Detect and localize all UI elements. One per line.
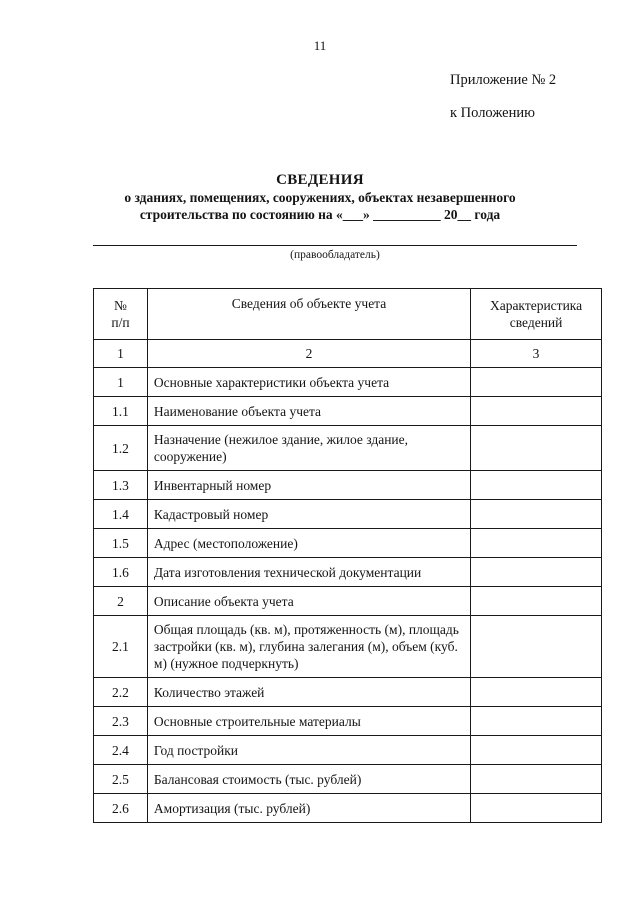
- appendix-reference: к Положению: [450, 105, 535, 121]
- table-row: [94, 765, 602, 794]
- row-number: 2: [94, 587, 148, 616]
- page-number: 11: [313, 38, 327, 53]
- row-number: 2.4: [94, 736, 148, 765]
- header-characteristic: Характеристика сведений: [471, 289, 602, 340]
- table-row: [94, 500, 602, 529]
- row-value-cell[interactable]: [471, 736, 602, 765]
- column-number-3: 3: [471, 340, 602, 368]
- table-row: [94, 587, 602, 616]
- row-value-cell[interactable]: [471, 616, 602, 678]
- row-description: Количество этажей: [147, 678, 470, 707]
- row-number: 2.1: [94, 616, 148, 678]
- row-description: Балансовая стоимость (тыс. рублей): [147, 765, 470, 794]
- row-number: 1.6: [94, 558, 148, 587]
- table-row: [94, 368, 602, 397]
- row-description: Кадастровый номер: [147, 500, 470, 529]
- row-number: 2.6: [94, 794, 148, 823]
- row-number: 1.2: [94, 426, 148, 471]
- header-object-info: Сведения об объекте учета: [147, 289, 470, 340]
- table-row: [94, 558, 602, 587]
- row-number: 1.4: [94, 500, 148, 529]
- row-value-cell[interactable]: [471, 587, 602, 616]
- title-subject: о зданиях, помещениях, сооружениях, объектах незавершенного: [124, 190, 516, 205]
- row-description: Назначение (нежилое здание, жилое здание, сооружение): [147, 426, 470, 471]
- row-value-cell[interactable]: [471, 707, 602, 736]
- records-table: [93, 288, 602, 823]
- row-number: 2.5: [94, 765, 148, 794]
- column-number-1: 1: [94, 340, 148, 368]
- row-description: Амортизация (тыс. рублей): [147, 794, 470, 823]
- row-value-cell[interactable]: [471, 426, 602, 471]
- table-row: [94, 794, 602, 823]
- row-description: Наименование объекта учета: [147, 397, 470, 426]
- table-row: [94, 616, 602, 678]
- row-description: Дата изготовления технической документации: [147, 558, 470, 587]
- document-title: [60, 172, 580, 223]
- table-row: [94, 426, 602, 471]
- row-value-cell[interactable]: [471, 765, 602, 794]
- column-numbers-row: [94, 340, 602, 368]
- row-value-cell[interactable]: [471, 794, 602, 823]
- table-row: [94, 678, 602, 707]
- row-number: 2.2: [94, 678, 148, 707]
- row-value-cell[interactable]: [471, 397, 602, 426]
- row-description: Год постройки: [147, 736, 470, 765]
- title-date-line: строительства по состоянию на «___» __________ 20__ года: [139, 207, 501, 222]
- row-number: 1.1: [94, 397, 148, 426]
- row-description: Общая площадь (кв. м), протяженность (м), площадь застройки (кв. м), глубина залегания (м), объем (куб. м) (нужное подчеркнуть): [147, 616, 470, 678]
- rights-holder-line: [93, 245, 577, 246]
- column-number-2: 2: [147, 340, 470, 368]
- row-number: 1.5: [94, 529, 148, 558]
- appendix-label: Приложение № 2: [450, 72, 557, 88]
- row-value-cell[interactable]: [471, 368, 602, 397]
- table-row: [94, 529, 602, 558]
- table-row: [94, 471, 602, 500]
- row-description: Основные характеристики объекта учета: [147, 368, 470, 397]
- table-header-row: [94, 289, 602, 340]
- header-number: № п/п: [94, 289, 148, 340]
- table-row: [94, 397, 602, 426]
- row-description: Инвентарный номер: [147, 471, 470, 500]
- row-value-cell[interactable]: [471, 529, 602, 558]
- title-heading: СВЕДЕНИЯ: [276, 172, 364, 188]
- row-value-cell[interactable]: [471, 471, 602, 500]
- row-number: 2.3: [94, 707, 148, 736]
- rights-holder-caption: (правообладатель): [290, 249, 380, 261]
- table-row: [94, 707, 602, 736]
- row-value-cell[interactable]: [471, 500, 602, 529]
- row-value-cell[interactable]: [471, 558, 602, 587]
- row-value-cell[interactable]: [471, 678, 602, 707]
- row-description: Основные строительные материалы: [147, 707, 470, 736]
- row-number: 1.3: [94, 471, 148, 500]
- table-row: [94, 736, 602, 765]
- row-description: Адрес (местоположение): [147, 529, 470, 558]
- row-description: Описание объекта учета: [147, 587, 470, 616]
- row-number: 1: [94, 368, 148, 397]
